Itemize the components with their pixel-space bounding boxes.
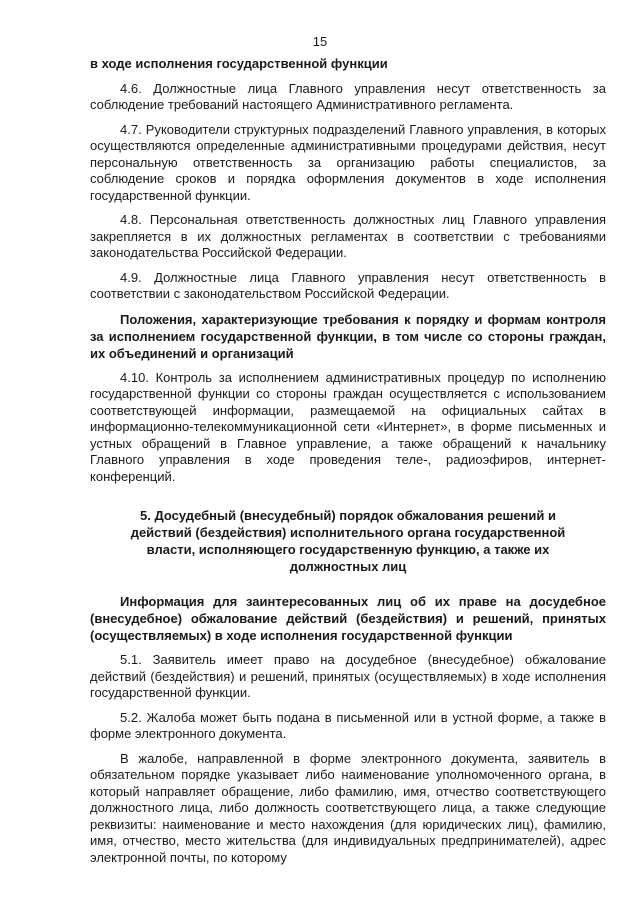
continued-heading: в ходе исполнения государственной функции	[90, 56, 388, 71]
paragraph-4-8: 4.8. Персональная ответственность должностных лиц Главного управления закрепляется в их должностных регламентах в соответствии с требованиями законодательства Российской Федерации.	[90, 212, 606, 260]
page-number: 15	[312, 34, 328, 49]
paragraph-electronic-complaint: В жалобе, направленной в форме электронного документа, заявитель в обязательном порядке указывает либо наименование уполномоченного органа, в который направляет обращение, либо фамилию, имя, отчество соответствующего должностного лица, либо должность соответствующего лица, а также следующие реквизиты: наименование и место нахождения (для юридических лиц), фамилию, имя, отчество, место жительства (для индивидуальных предпринимателей), адрес электронной почты, по которому	[90, 750, 606, 865]
page-content	[90, 56, 606, 874]
section-5-heading: 5. Досудебный (внесудебный) порядок обжалования решений и действий (бездействия) исполнительного органа государственной власти, исполняющего государственную функцию, а также их должностных лиц	[130, 508, 566, 574]
control-subheading: Положения, характеризующие требования к порядку и формам контроля за исполнением государственной функции, в том числе со стороны граждан, их объединений и организаций	[90, 311, 606, 361]
paragraph-4-9: 4.9. Должностные лица Главного управления несут ответственность в соответствии с законодательством Российской Федерации.	[90, 269, 606, 301]
paragraph-4-7: 4.7. Руководители структурных подразделений Главного управления, в которых осуществляются определенные административными процедурами действия, несут персональную ответственность за организацию работы специалистов, за соблюдение сроков и порядка оформления документов в ходе исполнения государственной функции.	[90, 121, 606, 203]
paragraph-5-1: 5.1. Заявитель имеет право на досудебное (внесудебное) обжалование действий (бездействия) и решений, принятых (осуществляемых) в ходе исполнения государственной функции.	[90, 652, 606, 700]
paragraph-4-6: 4.6. Должностные лица Главного управления несут ответственность за соблюдение требований настоящего Административного регламента.	[90, 80, 606, 112]
paragraph-4-10: 4.10. Контроль за исполнением административных процедур по исполнению государственной функции со стороны граждан осуществляется с использованием соответствующей информации, размещаемой на официальных сайтах в информационно-телекоммуникационной сети «Интернет», в форме письменных и устных обращений в Главное управление, а также обращений к начальнику Главного управления в ходе проведения теле-, радиоэфиров, интернет-конференций.	[90, 369, 606, 484]
appeal-info-subheading: Информация для заинтересованных лиц об их праве на досудебное (внесудебное) обжалование действий (бездействия) и решений, принятых (осуществляемых) в ходе исполнения государственной функции	[90, 594, 606, 643]
paragraph-5-2: 5.2. Жалоба может быть подана в письменной или в устной форме, а также в форме электронного документа.	[90, 709, 606, 741]
